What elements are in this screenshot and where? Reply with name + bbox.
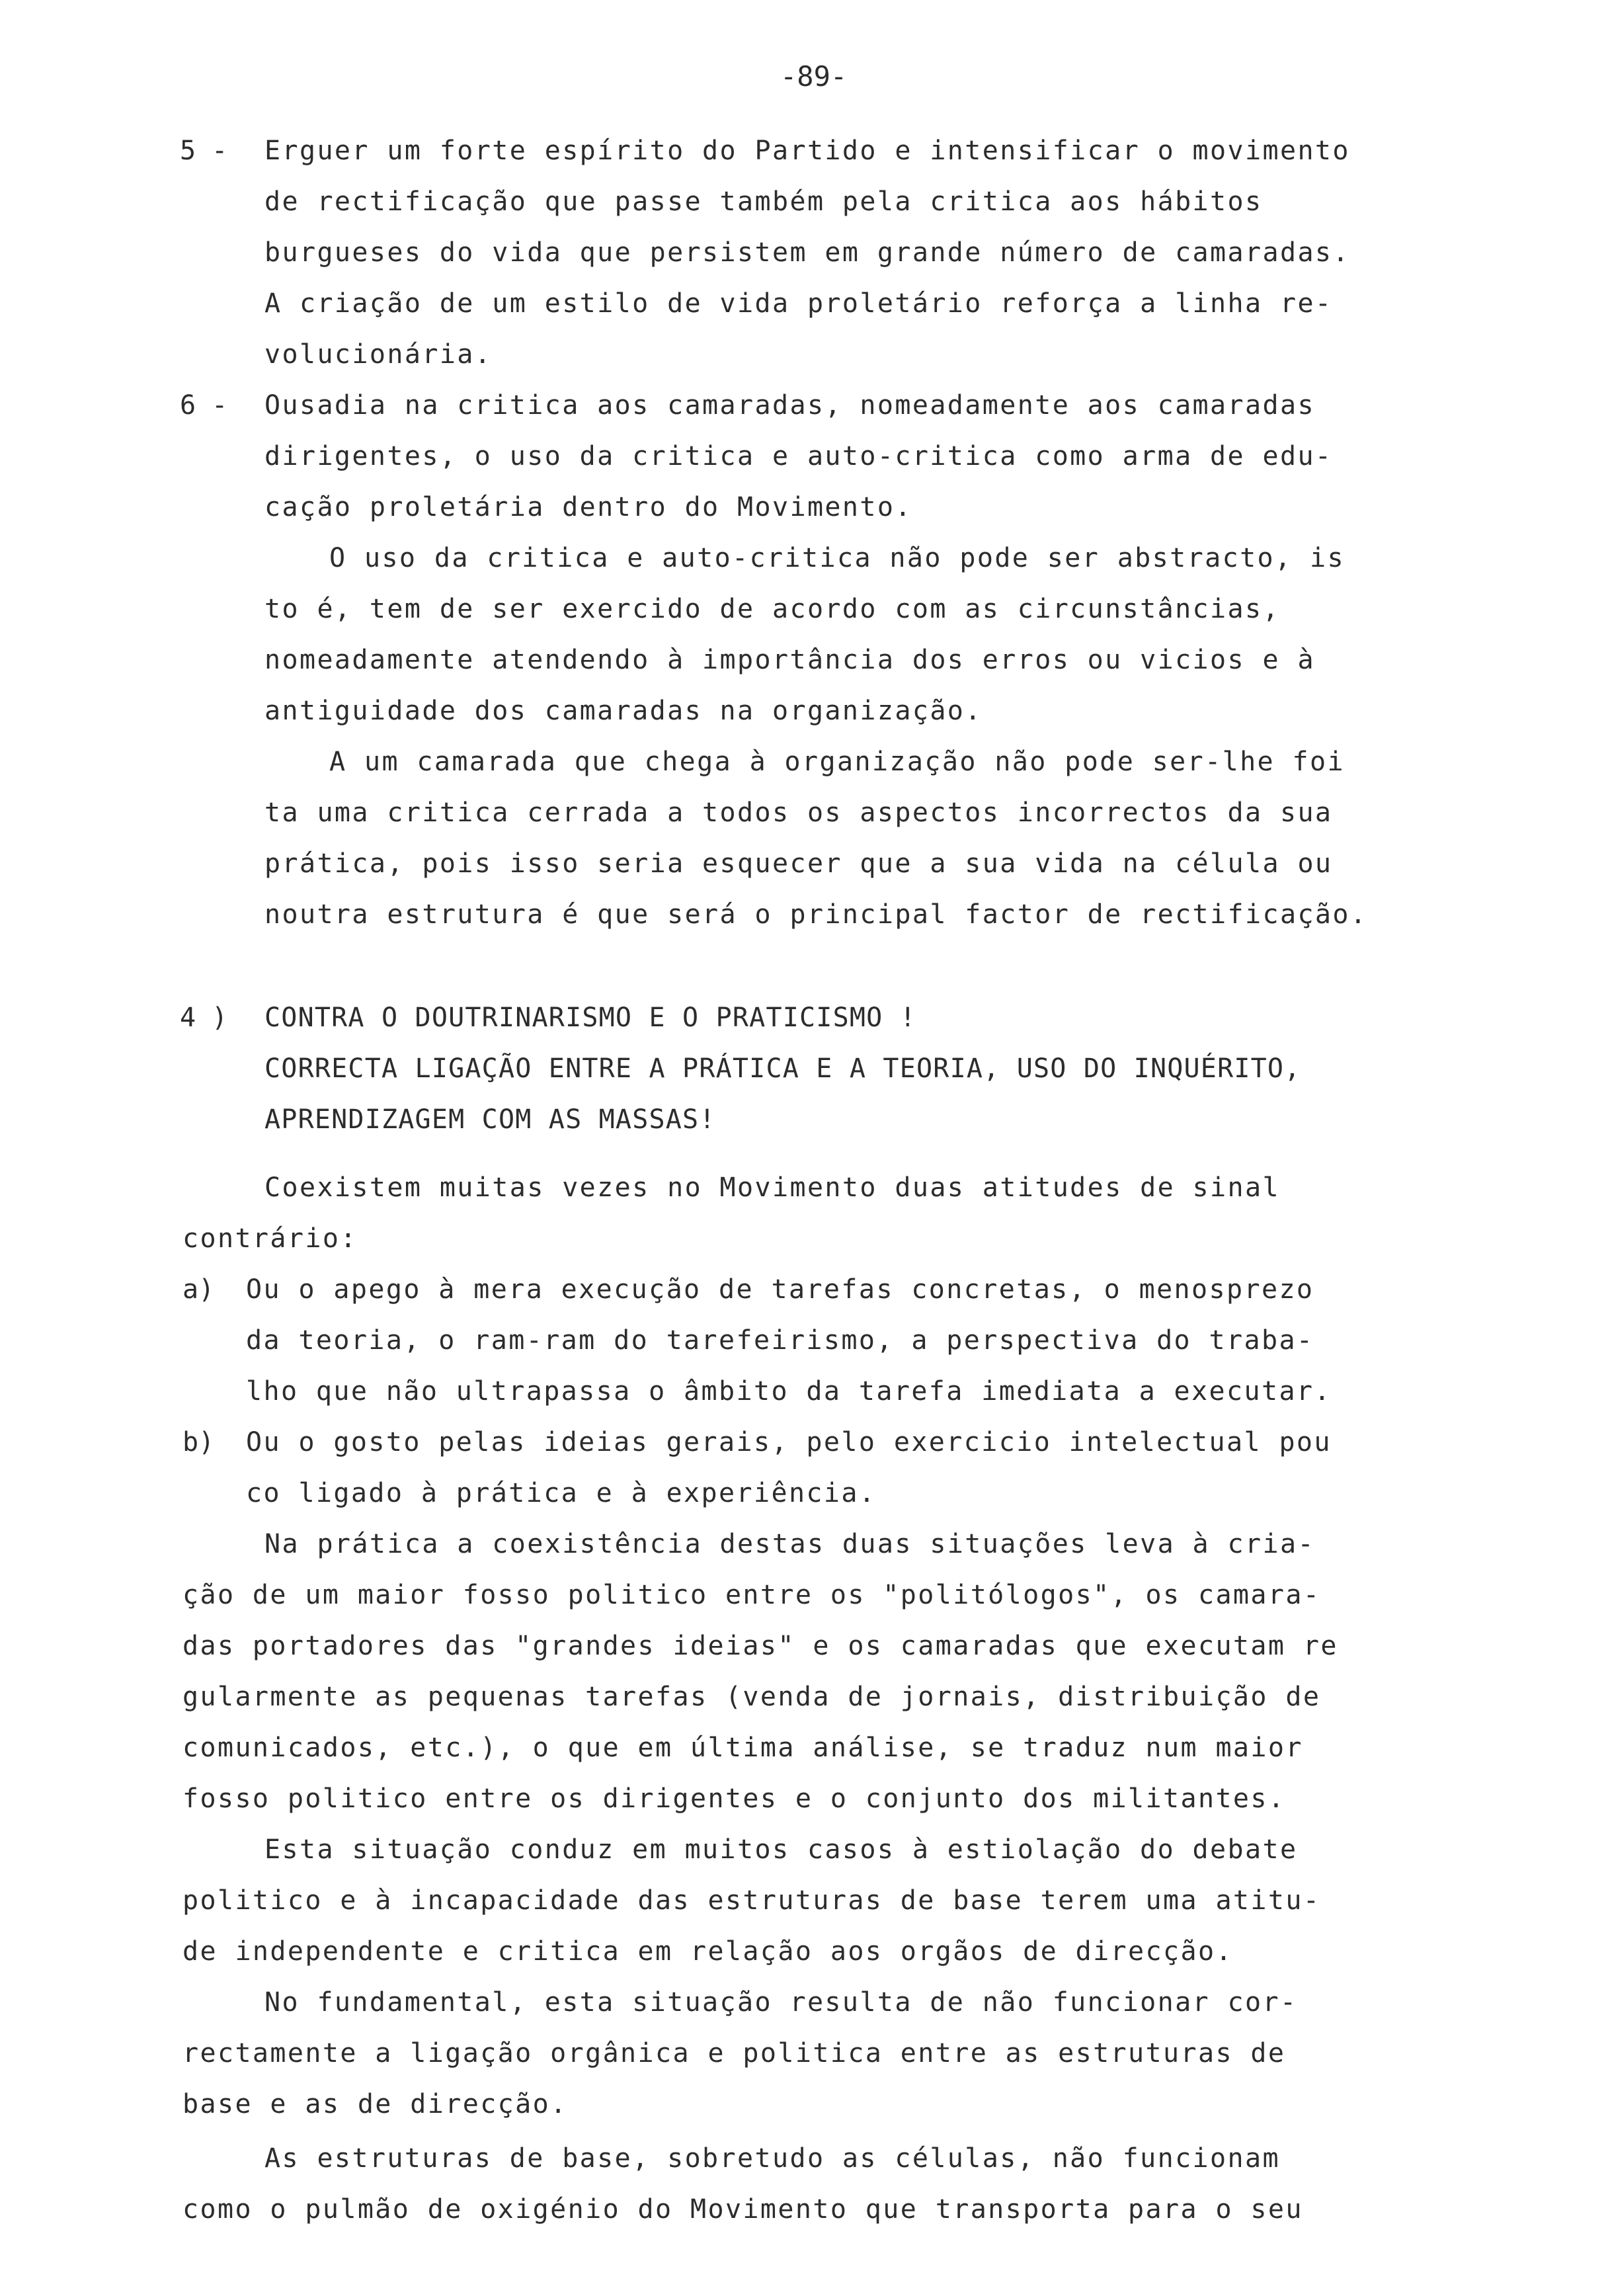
section-4-paragraph-line: de independente e critica em relação aos orgãos de direcção. — [182, 1936, 1233, 1967]
item-5-marker: 5 - — [180, 136, 228, 166]
item-b-line: co ligado à prática e à experiência. — [246, 1478, 877, 1508]
section-4-intro-line: contrário: — [182, 1223, 358, 1254]
section-4-heading: APRENDIZAGEM COM AS MASSAS! — [264, 1104, 716, 1135]
section-4-paragraph-line: No fundamental, esta situação resulta de não funcionar cor- — [264, 1987, 1298, 2018]
item-6-paragraph-line: ta uma critica cerrada a todos os aspectos incorrectos da sua — [264, 798, 1333, 828]
item-6-paragraph-line: O uso da critica e auto-critica não pode ser abstracto, is — [329, 543, 1345, 573]
item-5-line: Erguer um forte espírito do Partido e intensificar o movimento — [264, 136, 1350, 166]
section-4-paragraph-line: fosso politico entre os dirigentes e o conjunto dos militantes. — [182, 1784, 1286, 1814]
item-a-line: lho que não ultrapassa o âmbito da tarefa imediata a executar. — [246, 1376, 1332, 1407]
section-4-paragraph-line: gularmente as pequenas tarefas (venda de jornais, distribuição de — [182, 1682, 1321, 1712]
section-4-paragraph-line: ção de um maior fosso politico entre os "politólogos", os camara- — [182, 1580, 1321, 1610]
section-4-heading: CONTRA O DOUTRINARISMO E O PRATICISMO ! — [264, 1003, 916, 1033]
section-4-paragraph-line: Esta situação conduz em muitos casos à estiolação do debate — [264, 1834, 1298, 1865]
section-4-paragraph-line: comunicados, etc.), o que em última análise, se traduz num maior — [182, 1733, 1303, 1763]
section-4-heading: CORRECTA LIGAÇÃO ENTRE A PRÁTICA E A TEORIA, USO DO INQUÉRITO, — [264, 1053, 1301, 1084]
section-4-intro-line: Coexistem muitas vezes no Movimento duas atitudes de sinal — [264, 1172, 1280, 1203]
section-4-paragraph-line: As estruturas de base, sobretudo as células, não funcionam — [264, 2143, 1280, 2174]
item-6-paragraph-line: A um camarada que chega à organização não pode ser-lhe foi — [329, 747, 1345, 777]
item-6-paragraph-line: noutra estrutura é que será o principal factor de rectificação. — [264, 899, 1368, 930]
section-4-paragraph-line: politico e à incapacidade das estruturas de base terem uma atitu- — [182, 1885, 1321, 1916]
item-5-line: volucionária. — [264, 339, 493, 370]
item-6-marker: 6 - — [180, 390, 228, 421]
item-a-marker: a) — [182, 1274, 215, 1305]
item-6-line: cação proletária dentro do Movimento. — [264, 492, 912, 522]
item-6-line: dirigentes, o uso da critica e auto-critica como arma de edu- — [264, 441, 1333, 472]
section-4-paragraph-line: base e as de direcção. — [182, 2089, 568, 2119]
section-4-paragraph-line: das portadores das "grandes ideias" e os camaradas que executam re — [182, 1631, 1338, 1661]
section-4-paragraph-line: Na prática a coexistência destas duas situações leva à cria- — [264, 1529, 1315, 1559]
item-5-line: burgueses do vida que persistem em grande número de camaradas. — [264, 237, 1350, 268]
item-b-line: Ou o gosto pelas ideias gerais, pelo exercicio intelectual pou — [246, 1427, 1332, 1457]
item-a-line: da teoria, o ram-ram do tarefeirismo, a perspectiva do traba- — [246, 1325, 1314, 1356]
item-a-line: Ou o apego à mera execução de tarefas concretas, o menosprezo — [246, 1274, 1314, 1305]
section-4-marker: 4 ) — [180, 1003, 228, 1033]
item-6-paragraph-line: to é, tem de ser exercido de acordo com as circunstâncias, — [264, 594, 1280, 624]
item-5-line: A criação de um estilo de vida proletário reforça a linha re- — [264, 288, 1333, 319]
item-6-paragraph-line: prática, pois isso seria esquecer que a sua vida na célula ou — [264, 848, 1333, 879]
section-4-paragraph-line: como o pulmão de oxigénio do Movimento que transporta para o seu — [182, 2194, 1303, 2225]
item-5-line: de rectificação que passe também pela critica aos hábitos — [264, 186, 1263, 217]
item-6-paragraph-line: antiguidade dos camaradas na organização. — [264, 696, 983, 726]
item-6-paragraph-line: nomeadamente atendendo à importância dos erros ou vicios e à — [264, 645, 1315, 675]
section-4-paragraph-line: rectamente a ligação orgânica e politica entre as estruturas de — [182, 2038, 1286, 2069]
page-number: -89- — [780, 60, 848, 93]
item-6-line: Ousadia na critica aos camaradas, nomeadamente aos camaradas — [264, 390, 1315, 421]
item-b-marker: b) — [182, 1427, 215, 1457]
